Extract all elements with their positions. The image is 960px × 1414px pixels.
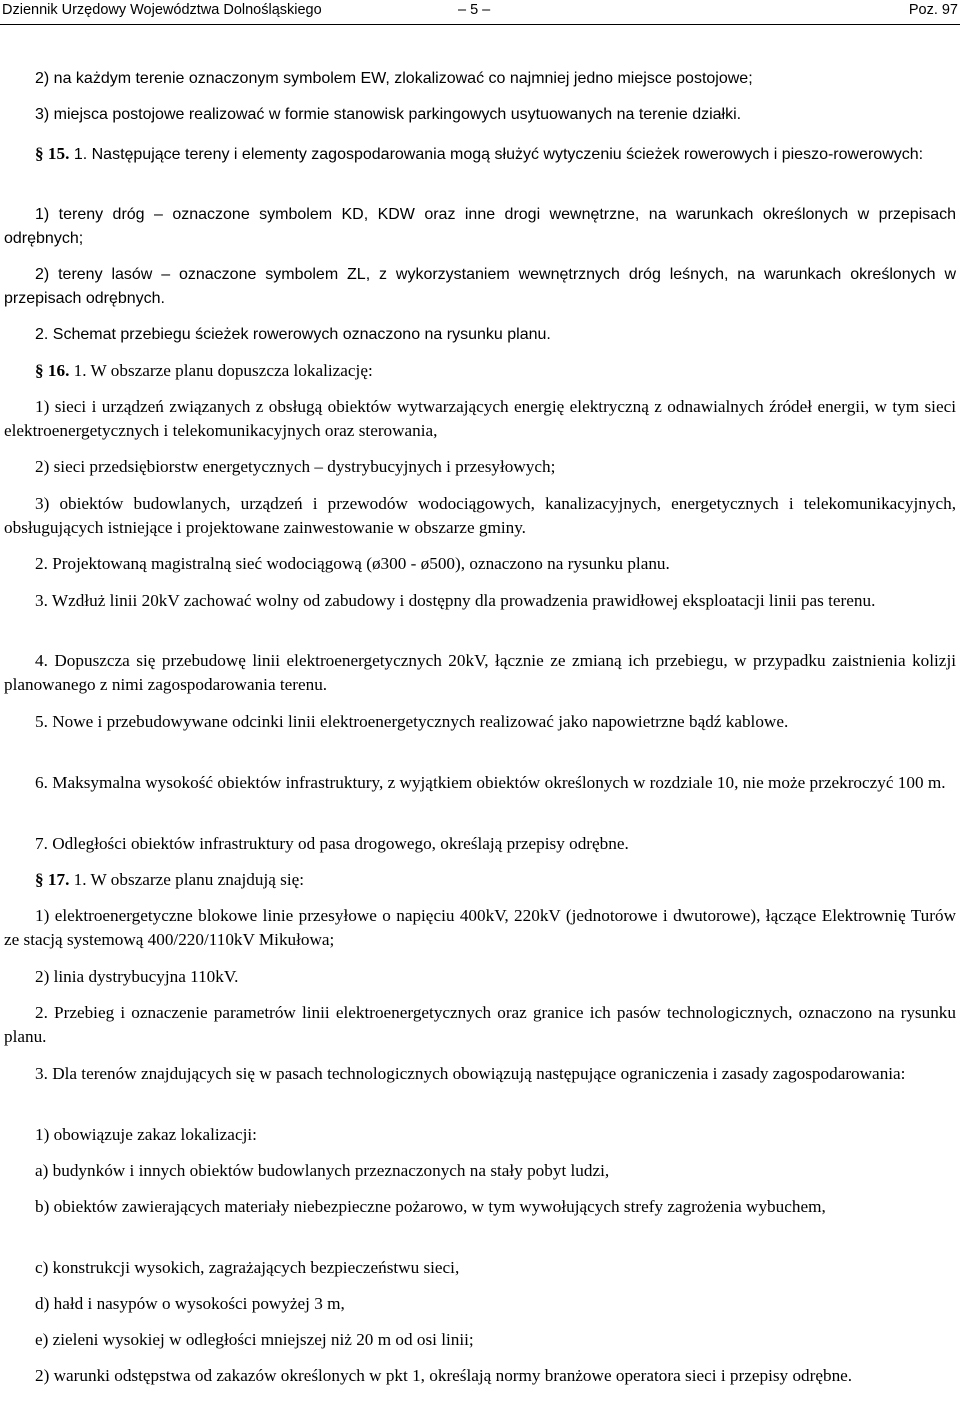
section-15 <box>4 142 956 167</box>
paragraph: 1. Następujące tereny i elementy zagospodarowania mogą służyć wytyczeniu ścieżek rowerowych i pieszo-rowerowych: <box>69 146 924 163</box>
paragraph: 1) sieci i urządzeń związanych z obsługą obiektów wytwarzających energię elektryczną z odnawialnych źródeł energii, w tym sieci elektroenergetycznych i telekomunikacyjnych oraz sterowania, <box>4 397 956 440</box>
section-number: § 17. <box>35 870 70 889</box>
paragraph: 5. Nowe i przebudowywane odcinki linii elektroenergetycznych realizować jako napowietrzne bądź kablowe. <box>35 712 789 731</box>
paragraph: a) budynków i innych obiektów budowlanych przeznaczonych na stały pobyt ludzi, <box>35 1161 610 1180</box>
paragraph: 3. Dla terenów znajdujących się w pasach technologicznych obowiązują następujące ograniczenia i zasady zagospodarowania: <box>35 1064 906 1083</box>
position-number: Poz. 97 <box>908 2 958 18</box>
paragraph: 2) na każdym terenie oznaczonym symbolem EW, zlokalizować co najmniej jedno miejsce postojowe; <box>35 70 753 87</box>
paragraph: 6. Maksymalna wysokość obiektów infrastruktury, z wyjątkiem obiektów określonych w rozdziale 10, nie może przekroczyć 100 m. <box>35 773 946 792</box>
section-17 <box>4 868 956 892</box>
paragraph: 3) miejsca postojowe realizować w formie stanowisk parkingowych usytuowanych na terenie działki. <box>35 106 742 123</box>
section-number: § 16. <box>35 361 70 380</box>
paragraph: 1. W obszarze planu dopuszcza lokalizację: <box>69 361 373 380</box>
page-number: – 5 – <box>458 2 491 18</box>
paragraph: 1) obowiązuje zakaz lokalizacji: <box>35 1125 257 1144</box>
paragraph: 1) tereny dróg – oznaczone symbolem KD, KDW oraz inne drogi wewnętrzne, na warunkach określonych w przepisach odrębnych; <box>4 206 956 247</box>
paragraph: 1) elektroenergetyczne blokowe linie przesyłowe o napięciu 400kV, 220kV (jednotorowe i dwutorowe), łączące Elektrownię Turów ze stacją systemową 400/220/110kV Mikułowa; <box>4 906 956 949</box>
paragraph: 3) obiektów budowlanych, urządzeń i przewodów wodociągowych, kanalizacyjnych, energetycznych i telekomunikacyjnych, obsługujących istniejące i projektowane zainwestowanie w obszarze gminy. <box>4 494 956 537</box>
paragraph: b) obiektów zawierających materiały niebezpieczne pożarowo, w tym wywołujących strefy zagrożenia wybuchem, <box>35 1197 826 1216</box>
paragraph: e) zieleni wysokiej w odległości mniejszej niż 20 m od osi linii; <box>35 1330 474 1349</box>
paragraph: d) hałd i nasypów o wysokości powyżej 3 m, <box>35 1294 345 1313</box>
paragraph: 2) linia dystrybucyjna 110kV. <box>35 967 239 986</box>
paragraph: 3. Wzdłuż linii 20kV zachować wolny od zabudowy i dostępny dla prowadzenia prawidłowej eksploatacji linii pas terenu. <box>35 591 876 610</box>
paragraph: 2. Schemat przebiegu ścieżek rowerowych oznaczono na rysunku planu. <box>35 326 551 343</box>
paragraph: 2. Przebieg i oznaczenie parametrów linii elektroenergetycznych oraz granice ich pasów technologicznych, oznaczono na rysunku planu. <box>4 1003 956 1046</box>
section-number: § 15. <box>35 144 70 163</box>
paragraph: 4. Dopuszcza się przebudowę linii elektroenergetycznych 20kV, łącznie ze zmianą ich przebiegu, w przypadku zaistnienia kolizji planowanego z nimi zagospodarowania terenu. <box>4 651 956 694</box>
journal-title: Dziennik Urzędowy Województwa Dolnośląskiego <box>2 2 322 18</box>
paragraph: 1. W obszarze planu znajdują się: <box>69 870 305 889</box>
paragraph: 2. Projektowaną magistralną sieć wodociągową (ø300 - ø500), oznaczono na rysunku planu. <box>35 554 670 573</box>
paragraph: c) konstrukcji wysokich, zagrażających bezpieczeństwu sieci, <box>35 1258 460 1277</box>
paragraph: 2) sieci przedsiębiorstw energetycznych – dystrybucyjnych i przesyłowych; <box>35 457 556 476</box>
header-rule <box>0 24 960 25</box>
page-header <box>0 0 960 22</box>
paragraph: 2) warunki odstępstwa od zakazów określonych w pkt 1, określają normy branżowe operatora sieci i przepisy odrębne. <box>35 1366 853 1385</box>
paragraph: 7. Odległości obiektów infrastruktury od pasa drogowego, określają przepisy odrębne. <box>35 834 629 853</box>
paragraph: 2) tereny lasów – oznaczone symbolem ZL, z wykorzystaniem wewnętrznych dróg leśnych, na warunkach określonych w przepisach odrębnych. <box>4 266 956 307</box>
section-16 <box>4 359 956 383</box>
